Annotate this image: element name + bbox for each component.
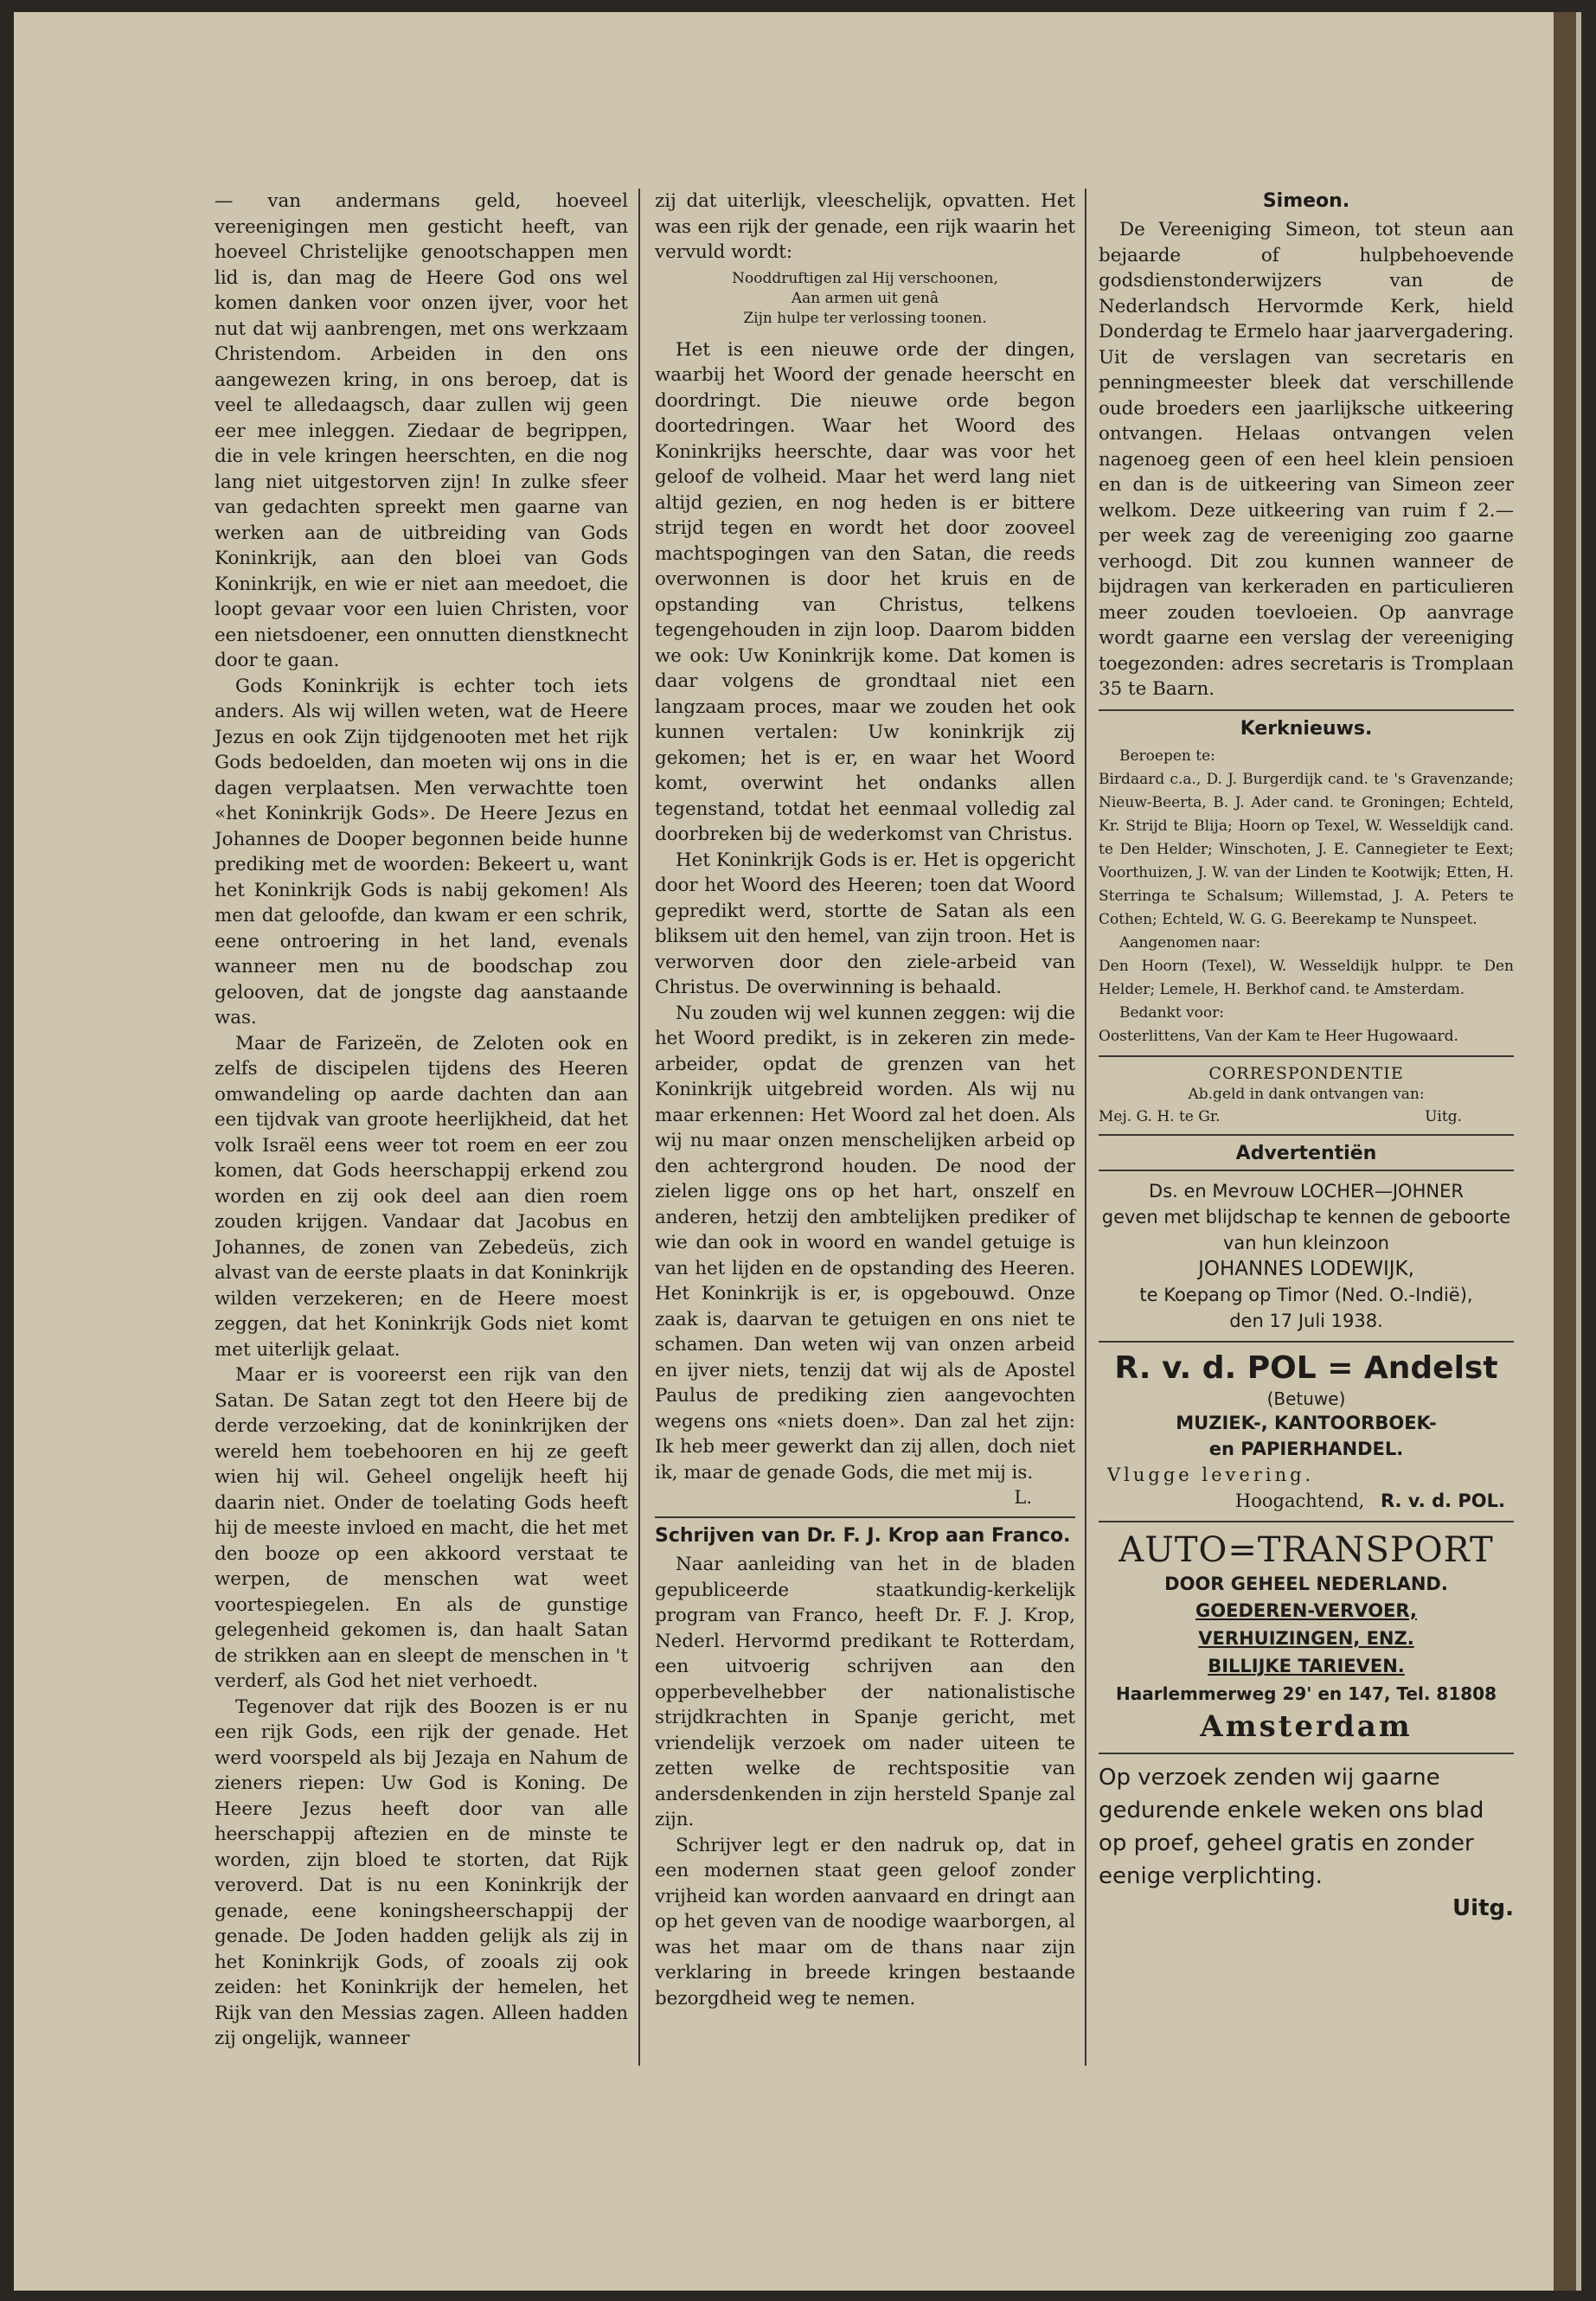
column-3 [1099, 189, 1514, 1924]
ad-signoff-name: R. v. d. POL. [1380, 1490, 1505, 1511]
announcement-line: JOHANNES LODEWIJK, [1198, 1257, 1414, 1280]
article-paragraph: zij dat uiterlijk, vleeschelijk, opvatten. Het was een rijk der genade, een rijk waarin het vervuld wordt: [655, 190, 1075, 263]
trial-offer-text: Op verzoek zenden wij gaarne gedurende enkele weken ons blad op proef, geheel gratis en zonder eenige verplichting. [1099, 1764, 1484, 1889]
quoted-verse [655, 269, 1075, 329]
ad-line: GOEDEREN-VERVOER, [1195, 1599, 1417, 1621]
subsection-label: Bedankt voor: [1119, 1003, 1224, 1022]
article-paragraph: Schrijver legt er den nadruk op, dat in een modernen staat geen geloof zonder vrijheid kan worden aanvaard en dringt aan op het geven van de noodige waarborgen, al was het maar om de thans naar zijn verklaring in breede kringen bestaande bezorgdheid weg te nemen. [655, 1834, 1075, 2009]
church-news-text: Den Hoorn (Texel), W. Wesseldijk hulppr. te Den Helder; Lemele, H. Berkhof cand. te Amsterdam. [1099, 957, 1514, 998]
correspondence-sign: Uitg. [1425, 1107, 1462, 1125]
section-divider [1099, 1170, 1514, 1171]
ad-title: R. v. d. POL = Andelst [1114, 1349, 1498, 1386]
section-title: Kerknieuws. [1240, 717, 1373, 740]
ad-line: VERHUIZINGEN, ENZ. [1198, 1627, 1414, 1649]
article-paragraph: Maar er is vooreerst een rijk van den Satan. De Satan zegt tot den Heere bij de derde verzoeking, dat de koninkrijken der wereld hem toebehooren en hij ze geeft wien hij wil. Geheel ongelijk heeft hij daarin niet. Onder de toelating Gods heeft hij de meeste invloed en macht, die het met den booze op een akkoord verstaat te werpen, de menschen wat weet voortespiegelen. En als de gunstige gelegenheid gekomen is, dan haalt Satan de strikken aan en sleept de menschen in 't verderf, als God het niet verhoedt. [215, 1364, 628, 1692]
section-divider [1099, 1134, 1514, 1136]
correspondence-row [1099, 1106, 1514, 1127]
church-news-text: Birdaard c.a., D. J. Burgerdijk cand. te 's Gravenzande; Nieuw-Beerta, B. J. Ader cand. te Groningen; Echteld, Kr. Strijd te Blija; Hoorn op Texel, W. Wesseldijk cand. te Den Helder; Winschoten, J. E. Cannegieter te Eext; Voorthuizen, J. W. van der Linden te Kootwijk; Etten, H. Sterringa te Schalsum; Willemstad, J. A. Peters te Cothen; Echteld, W. G. G. Beerekamp te Nunspeet. [1099, 770, 1514, 928]
article-title: Schrijven van Dr. F. J. Krop aan Franco. [655, 1525, 1071, 1547]
subsection-label: Aangenomen naar: [1119, 933, 1261, 952]
verse-line: Nooddruftigen zal Hij verschoonen, [732, 269, 998, 287]
announcement-line: te Koepang op Timor (Ned. O.-Indië), [1139, 1284, 1473, 1305]
ad-line: (Betuwe) [1266, 1388, 1346, 1409]
article-paragraph: De Vereeniging Simeon, tot steun aan bejaarde of hulpbehoevende godsdienstonderwijzers van de Nederlandsch Hervormde Kerk, hield Donderdag te Ermelo haar jaarvergadering. Uit de verslagen van secretaris en penningmeester bleek dat verschillende oude broeders een jaarlijksche uitkeering ontvangen. Helaas ontvangen velen nagenoeg geen of een heel klein pensioen en dan is de uitkeering van Simeon zeer welkom. Deze uitkeering van ruim f 2.— per week zag de vereeniging zoo gaarne verhoogd. Dit zou kunnen wanneer de bijdragen van kerkeraden en particulieren meer zouden toevloeien. Op aanvrage wordt gaarne een verslag der vereeniging toegezonden: adres secretaris is Tromplaan 35 te Baarn. [1099, 219, 1514, 700]
ad-signoff-text: Hoogachtend, [1234, 1490, 1365, 1511]
ad-title: AUTO=TRANSPORT [1118, 1529, 1494, 1570]
ad-line: en PAPIERHANDEL. [1208, 1438, 1404, 1459]
column-2 [655, 189, 1075, 2011]
article-paragraph: Het Koninkrijk Gods is er. Het is opgericht door het Woord des Heeren; toen dat Woord gepredikt werd, stortte de Satan als een bliksem uit den hemel, van zijn troon. Het is verworven door den ziele-arbeid van Christus. De overwinning is behaald. [655, 849, 1075, 998]
article-paragraph: Het is een nieuwe orde der dingen, waarbij het Woord der genade heerscht en doordringt. Die nieuwe orde begon doortedringen. Waar het Woord des Koninkrijks heerschte, daar was voor het geloof de volheid. Maar het werd lang niet altijd gezien, en nog heden is er bittere strijd tegen en wordt het door zooveel machtspogingen van den Satan, die reeds overwonnen is door het kruis en de opstanding van Christus, telkens tegengehouden in zijn loop. Daarom bidden we ook: Uw Koninkrijk kome. Dat komen is daar volgens de grondtaal niet een langzaam proces, maar we zouden het ook kunnen vertalen: Uw koninkrijk zij gekomen; het is er, en waar het Woord komt, overwint het ondanks allen tegenstand, totdat het eenmaal volledig zal doorbreken bij de wederkomst van Christus. [655, 338, 1075, 845]
section-title: Advertentiën [1235, 1142, 1377, 1164]
trial-offer [1099, 1761, 1514, 1924]
ad-city: Amsterdam [1200, 1708, 1413, 1744]
section-divider [1099, 1055, 1514, 1057]
section-divider [1099, 1341, 1514, 1343]
ad-line: Vlugge levering. [1107, 1464, 1315, 1485]
section-title: Simeon. [1262, 190, 1350, 212]
ad-line: Haarlemmerweg 29' en 147, Tel. 81808 [1116, 1682, 1497, 1704]
announcement-line: geven met blijdschap te kennen de geboorte van hun kleinzoon [1101, 1206, 1511, 1253]
verse-line: Aan armen uit genâ [791, 289, 939, 307]
advertisement-pol [1099, 1349, 1514, 1514]
ad-line: MUZIEK-, KANTOORBOEK- [1176, 1412, 1437, 1433]
announcement-line: Ds. en Mevrouw LOCHER—JOHNER [1149, 1180, 1464, 1202]
article-paragraph: Maar de Farizeën, de Zeloten ook en zelfs de discipelen tijdens des Heeren omwandeling op aarde dachten dan aan een tijdvak van groote heerlijkheid, dat het volk Israël eens weer tot roem en eer zou komen, dat Gods heerschappij erkend zou worden en zij ook deel aan dien roem zouden krijgen. Vandaar dat Jacobus en Johannes, de zonen van Zebedeüs, zich alvast van de eerste plaats in dat Koninkrijk wilden verzekeren; en de Heere moest zeggen, dat het Koninkrijk Gods niet komt met uiterlijk gelaat. [215, 1032, 628, 1361]
page-edge [1576, 12, 1581, 2291]
trial-offer-sign: Uitg. [1452, 1894, 1514, 1921]
section-divider [1099, 1521, 1514, 1522]
article-paragraph: Tegenover dat rijk des Boozen is er nu een rijk Gods, een rijk der genade. Het werd voorspeld als bij Jezaja en Nahum de zieners riepen: Uw God is Koning. De Heere Jezus heeft door van alle heerschappij aftezien en de minste te worden, zijn bloed te storten, dat Rijk veroverd. Dat is nu een Koninkrijk der genade, eene koningsheerschappij der genade. De Joden hadden gelijk als zij in het Koninkrijk Gods, of zooals zij ook zeiden: het Koninkrijk der hemelen, het Rijk van den Messias zagen. Alleen hadden zij ongelijk, wanneer [215, 1695, 628, 2049]
advertisement-transport [1099, 1529, 1514, 1746]
article-paragraph: Nu zouden wij wel kunnen zeggen: wij die het Woord predikt, is in zekeren zin mede-arbeider, opdat de grenzen van het Koninkrijk uitgebreid worden. Als wij nu maar erkennen: Het Woord zal het doen. Als wij nu maar onzen menschelijken arbeid op den achtergrond houden. De nood der zielen ligge ons op het hart, onszelf en anderen, hetzij den ambtelijken prediker of wie dan ook in woord en wandel getuige is van het lijden en de opstanding des Heeren. Het Koninkrijk is er, is opgebouwd. Onze zaak is, daarvan te getuigen en ons niet te schamen. Dan weten wij van onzen arbeid en ijver niets, tenzij dat wij als de Apostel Paulus de prediking zien aangevochten wegens ons «niets doen». Dan zal het zijn: Ik heb meer gewerkt dan zij allen, doch niet ik, maar de genade Gods, die met mij is. [655, 1002, 1075, 1484]
verse-line: Zijn hulpe ter verlossing toonen. [743, 309, 987, 327]
correspondence-name: Mej. G. H. te Gr. [1099, 1107, 1221, 1125]
section-divider [655, 1516, 1075, 1518]
ad-line: DOOR GEHEEL NEDERLAND. [1164, 1573, 1448, 1594]
correspondence-subtitle: Ab.geld in dank ontvangen van: [1188, 1085, 1425, 1103]
ad-signoff [1099, 1488, 1514, 1514]
ad-line: BILLIJKE TARIEVEN. [1208, 1655, 1405, 1676]
birth-announcement [1099, 1178, 1514, 1334]
column-rule [1085, 189, 1086, 2066]
correspondence-title: CORRESPONDENTIE [1208, 1063, 1404, 1083]
column-rule [638, 189, 640, 2066]
section-divider [1099, 1753, 1514, 1754]
article-paragraph: — van andermans geld, hoeveel vereenigingen men gesticht heeft, van hoeveel Christelijke genootschappen men lid is, dan mag de Heere God ons wel komen danken voor onzen ijver, voor het nut dat wij aanbrengen, met ons werkzaam Christendom. Arbeiden in den ons aangewezen kring, in ons beroep, dat is veel te alledaagsch, daar zullen wij geen eer mee inleggen. Ziedaar de begrippen, die in vele kringen heerschten, en die nog lang niet uitgestorven zijn! In zulke sfeer van gedachten spreekt men gaarne van werken aan de uitbreiding van Gods Koninkrijk, aan den bloei van Gods Koninkrijk, en wie er niet aan meedoet, die loopt gevaar voor een luien Christen, voor een nietsdoener, een onnutten dienstknecht door te gaan. [215, 190, 628, 671]
article-paragraph: Naar aanleiding van het in de bladen gepubliceerde staatkundig-kerkelijk program van Franco, heeft Dr. F. J. Krop, Nederl. Hervormd predikant te Rotterdam, een uitvoerig schrijven aan den opperbevelhebber der nationalistische strijdkrachten in Spanje gericht, met vriendelijk verzoek om nader uiteen te zetten welke de rechtspositie van andersdenkenden in zijn hersteld Spanje zal zijn. [655, 1554, 1075, 1830]
author-signature: L. [1014, 1487, 1032, 1508]
article-paragraph: Gods Koninkrijk is echter toch iets anders. Als wij willen weten, wat de Heere Jezus en ook Zijn tijdgenooten met het rijk Gods bedoelden, dan moeten wij ons in die dagen verplaatsen. Men verwachtte toen «het Koninkrijk Gods». De Heere Jezus en Johannes de Dooper begonnen beide hunne prediking met de woorden: Bekeert u, want het Koninkrijk Gods is nabij gekomen! Als men dat geloofde, dan kwam er een schrik, eene ontroering in het land, evenals wanneer men nu de boodschap zou gelooven, dat de jongste dag aanstaande was. [215, 675, 628, 1029]
column-1 [215, 189, 628, 2052]
page-edge-shadow [1554, 12, 1576, 2291]
subsection-label: Beroepen te: [1119, 747, 1215, 765]
section-divider [1099, 709, 1514, 711]
announcement-line: den 17 Juli 1938. [1229, 1310, 1383, 1331]
church-news-text: Oosterlittens, Van der Kam te Heer Hugowaard. [1099, 1027, 1458, 1045]
